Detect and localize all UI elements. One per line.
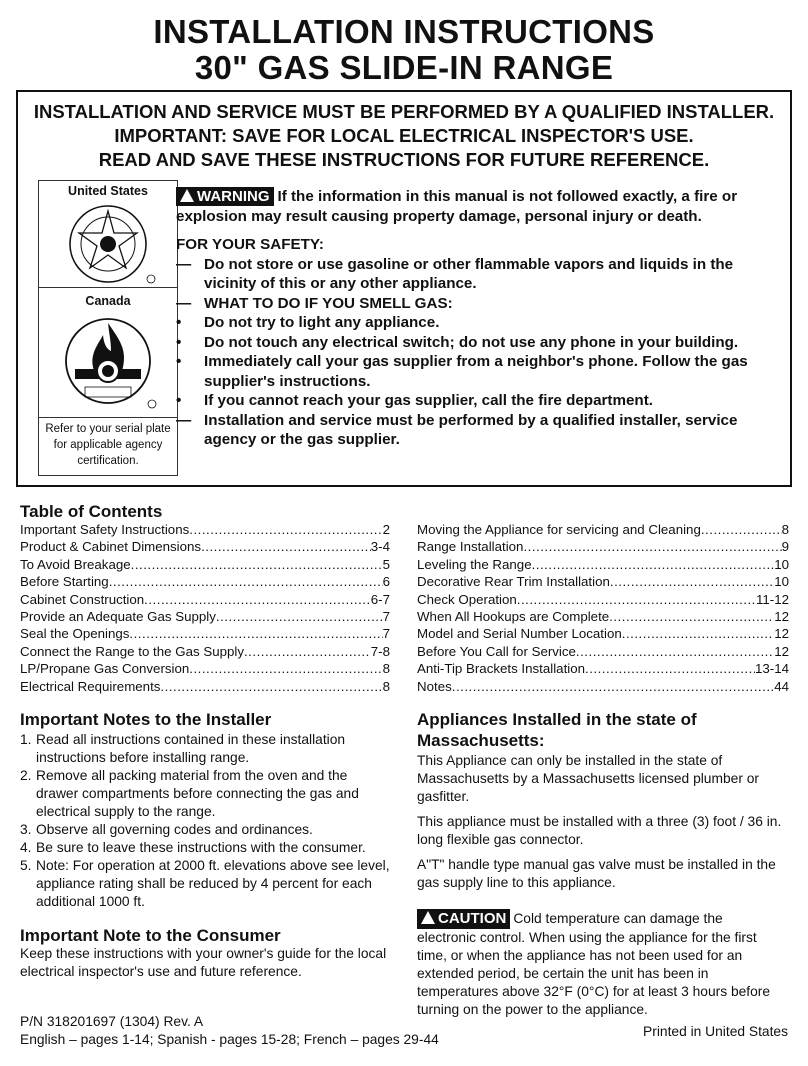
- toc-entry[interactable]: [417, 521, 789, 538]
- list-item-text: Note: For operation at 2000 ft. elevations above see level, appliance rating shall be reduced by 4 percent for each additional 1000 ft.: [36, 858, 390, 909]
- toc-entry-title: Before You Call for Service: [417, 643, 576, 659]
- list-number: 4.: [20, 840, 32, 855]
- safety-item: [176, 313, 788, 333]
- part-number: P/N 318201697 (1304) Rev. A: [20, 1014, 204, 1029]
- toc-entry[interactable]: [20, 556, 390, 573]
- toc-entry-page: 44: [774, 678, 789, 694]
- us-cert-label: United States: [68, 184, 148, 198]
- toc-entry-title: When All Hookups are Complete: [417, 609, 610, 625]
- list-number: 1.: [20, 732, 32, 747]
- toc-entry-page: 7: [382, 609, 390, 625]
- toc-entry-page: 10: [774, 556, 789, 572]
- toc-entry[interactable]: [417, 660, 789, 677]
- massachusetts-title: Appliances Installed in the state of Massachusetts:: [417, 710, 697, 750]
- caution-label: CAUTION: [438, 910, 507, 927]
- cert-divider: [39, 417, 177, 418]
- toc-entry-title: Electrical Requirements: [20, 678, 161, 694]
- toc-entry[interactable]: [20, 591, 390, 608]
- safety-item: [176, 411, 788, 450]
- list-item-text: Observe all governing codes and ordinances.: [36, 822, 313, 837]
- safety-item-text: Immediately call your gas supplier from a neighbor's phone. Follow the gas supplier's instructions.: [204, 353, 748, 390]
- list-item-text: Remove all packing material from the oven and the drawer compartments before connecting the gas and electrical supply to the range.: [36, 768, 359, 819]
- list-item-text: Read all instructions contained in these installation instructions before installing range.: [36, 732, 346, 765]
- dash-marker: —: [176, 294, 192, 312]
- canada-cert-label: Canada: [85, 294, 131, 308]
- toc-entry-page: 8: [382, 661, 390, 677]
- paragraph: This appliance must be installed with a three (3) foot / 36 in. long flexible gas connector.: [417, 814, 782, 847]
- title-line-2: 30" GAS SLIDE-IN RANGE: [194, 49, 614, 86]
- header-line: READ AND SAVE THESE INSTRUCTIONS FOR FUTURE REFERENCE.: [98, 149, 710, 170]
- toc-entry-page: 11-12: [755, 591, 789, 607]
- header-line: IMPORTANT: SAVE FOR LOCAL ELECTRICAL INSPECTOR'S USE.: [114, 125, 694, 146]
- warning-box-header: [18, 100, 790, 172]
- toc-entry[interactable]: [417, 625, 789, 642]
- paragraph: A"T" handle type manual gas valve must be installed in the gas supply line to this appliance.: [417, 857, 776, 890]
- safety-list: [176, 255, 788, 450]
- safety-item: [176, 391, 788, 411]
- toc-entry[interactable]: [417, 608, 789, 625]
- header-line: INSTALLATION AND SERVICE MUST BE PERFORMED BY A QUALIFIED INSTALLER.: [33, 101, 775, 122]
- toc-entry-page: 6: [382, 574, 390, 590]
- toc-entry-page: 12: [774, 643, 789, 659]
- warning-label: WARNING: [197, 188, 270, 205]
- safety-item-text: Do not try to light any appliance.: [204, 314, 440, 331]
- toc-entry[interactable]: [20, 521, 390, 538]
- toc-entry-title: Connect the Range to the Gas Supply: [20, 643, 244, 659]
- toc-entry[interactable]: [20, 608, 390, 625]
- bullet-marker: •: [176, 314, 182, 331]
- safety-item: [176, 352, 788, 391]
- safety-item-text: WHAT TO DO IF YOU SMELL GAS:: [204, 294, 453, 312]
- list-item-text: Be sure to leave these instructions with the consumer.: [36, 840, 366, 855]
- title-line-1: INSTALLATION INSTRUCTIONS: [153, 13, 655, 50]
- list-item: [20, 839, 392, 857]
- warning-badge: [176, 187, 274, 206]
- toc-entry-title: To Avoid Breakage: [20, 556, 131, 572]
- toc-entry-page: 12: [774, 626, 789, 642]
- list-item: [20, 821, 392, 839]
- warning-triangle-icon: [180, 189, 194, 202]
- list-item: [20, 767, 392, 821]
- certification-panel: [38, 180, 178, 476]
- dash-marker: —: [176, 411, 192, 429]
- warning-content: [176, 187, 788, 450]
- bullet-marker: •: [176, 353, 182, 370]
- toc-entry-title: Moving the Appliance for servicing and Cleaning: [417, 522, 701, 537]
- safety-item: [176, 333, 788, 353]
- toc-entry[interactable]: [20, 573, 390, 590]
- toc-entry-title: LP/Propane Gas Conversion: [20, 661, 190, 677]
- toc-entry[interactable]: [20, 625, 390, 642]
- toc-entry-title: Provide an Adequate Gas Supply: [20, 609, 216, 625]
- list-number: 3.: [20, 822, 32, 837]
- toc-entry-page: 7-8: [370, 643, 390, 659]
- list-item: [20, 731, 392, 767]
- toc-entry-page: 6-7: [370, 591, 390, 607]
- toc-right-column: [417, 521, 789, 695]
- toc-entry[interactable]: [417, 678, 789, 695]
- safety-item: [176, 294, 788, 314]
- toc-entry-title: Anti-Tip Brackets Installation: [417, 661, 586, 677]
- massachusetts-body: [417, 752, 791, 899]
- warning-text: If the information in this manual is not followed exactly, a fire or explosion may result causing property damage, personal injury or death.: [176, 188, 738, 225]
- cert-divider: [39, 287, 177, 288]
- safety-item-text: Do not touch any electrical switch; do not use any phone in your building.: [204, 333, 739, 351]
- toc-entry-page: 10: [774, 574, 789, 590]
- toc-entry-page: 13-14: [754, 661, 789, 677]
- csa-certified-flame-logo: [53, 309, 163, 415]
- toc-entry-title: Important Safety Instructions: [20, 522, 190, 537]
- toc-entry[interactable]: [20, 643, 390, 660]
- installer-notes-list: [20, 731, 392, 911]
- list-number: 5.: [20, 858, 32, 873]
- toc-entry[interactable]: [417, 556, 789, 573]
- toc-entry-title: Leveling the Range: [417, 556, 532, 572]
- safety-title: FOR YOUR SAFETY:: [176, 236, 324, 253]
- caution-notice: [417, 909, 779, 1019]
- toc-entry-page: 7: [382, 626, 390, 642]
- toc-entry-page: 5: [382, 556, 390, 572]
- safety-item-text: Do not store or use gasoline or other flammable vapors and liquids in the vicinity of this or any other appliance.: [204, 255, 734, 292]
- safety-item-text: Installation and service must be performed by a qualified installer, service agency or the gas supplier.: [204, 411, 738, 448]
- toc-entry-page: 8: [781, 522, 789, 537]
- toc-entry-page: 2: [382, 522, 390, 537]
- toc-entry-page: 8: [382, 678, 390, 694]
- installer-notes-title: Important Notes to the Installer: [20, 710, 272, 729]
- toc-entry-page: 9: [781, 539, 789, 555]
- list-item: [20, 857, 392, 911]
- toc-entry-page: 3-4: [370, 539, 390, 555]
- toc-left-column: [20, 521, 390, 695]
- dash-marker: —: [176, 255, 192, 273]
- bullet-marker: •: [176, 333, 182, 351]
- toc-entry[interactable]: [417, 573, 789, 590]
- toc-entry[interactable]: [20, 678, 390, 695]
- toc-entry-title: Product & Cabinet Dimensions: [20, 539, 202, 555]
- toc-entry-title: Notes: [417, 678, 452, 694]
- toc-title: Table of Contents: [20, 502, 163, 521]
- toc-entry-title: Before Starting: [20, 574, 109, 590]
- toc-entry-title: Decorative Rear Trim Installation: [417, 574, 610, 590]
- paragraph: This Appliance can only be installed in the state of Massachusetts by a Massachusetts licensed plumber or gasfitter.: [417, 753, 760, 804]
- safety-warning-box: [16, 90, 792, 487]
- document-title: [0, 14, 808, 86]
- caution-badge: [417, 909, 510, 929]
- toc-entry[interactable]: [417, 591, 789, 608]
- toc-entry-page: 12: [774, 609, 789, 625]
- language-pages: English – pages 1-14; Spanish - pages 15-28; French – pages 29-44: [20, 1032, 439, 1047]
- safety-item-text: If you cannot reach your gas supplier, call the fire department.: [204, 392, 653, 409]
- toc-entry[interactable]: [417, 643, 789, 660]
- toc-entry[interactable]: [417, 538, 789, 555]
- serial-plate-note: Refer to your serial plate for applicable agency certification.: [45, 423, 171, 467]
- toc-entry[interactable]: [20, 538, 390, 555]
- bullet-marker: •: [176, 392, 182, 409]
- list-number: 2.: [20, 768, 32, 783]
- consumer-note-text: Keep these instructions with your owner's guide for the local electrical inspector's use and future reference.: [20, 946, 387, 979]
- toc-entry-title: Seal the Openings: [20, 626, 130, 642]
- consumer-note-title: Important Note to the Consumer: [20, 926, 281, 945]
- warning-statement: [176, 187, 788, 226]
- toc-entry-title: Range Installation: [417, 539, 524, 555]
- toc-entry-title: Model and Serial Number Location: [417, 626, 622, 642]
- toc-entry[interactable]: [20, 660, 390, 677]
- printed-in: Printed in United States: [643, 1024, 788, 1039]
- caution-triangle-icon: [421, 911, 435, 924]
- caution-text: Cold temperature can damage the electronic control. When using the appliance for the first time, or when the appliance has not been used for an extended period, be certain the unit has been in temperatures above 32°F (0°C) for at least 3 hours before turning on the power to the appliance.: [417, 911, 771, 1017]
- design-certified-logo: [53, 199, 163, 289]
- toc-entry-title: Cabinet Construction: [20, 591, 145, 607]
- toc-entry-title: Check Operation: [417, 591, 517, 607]
- safety-item: [176, 255, 788, 294]
